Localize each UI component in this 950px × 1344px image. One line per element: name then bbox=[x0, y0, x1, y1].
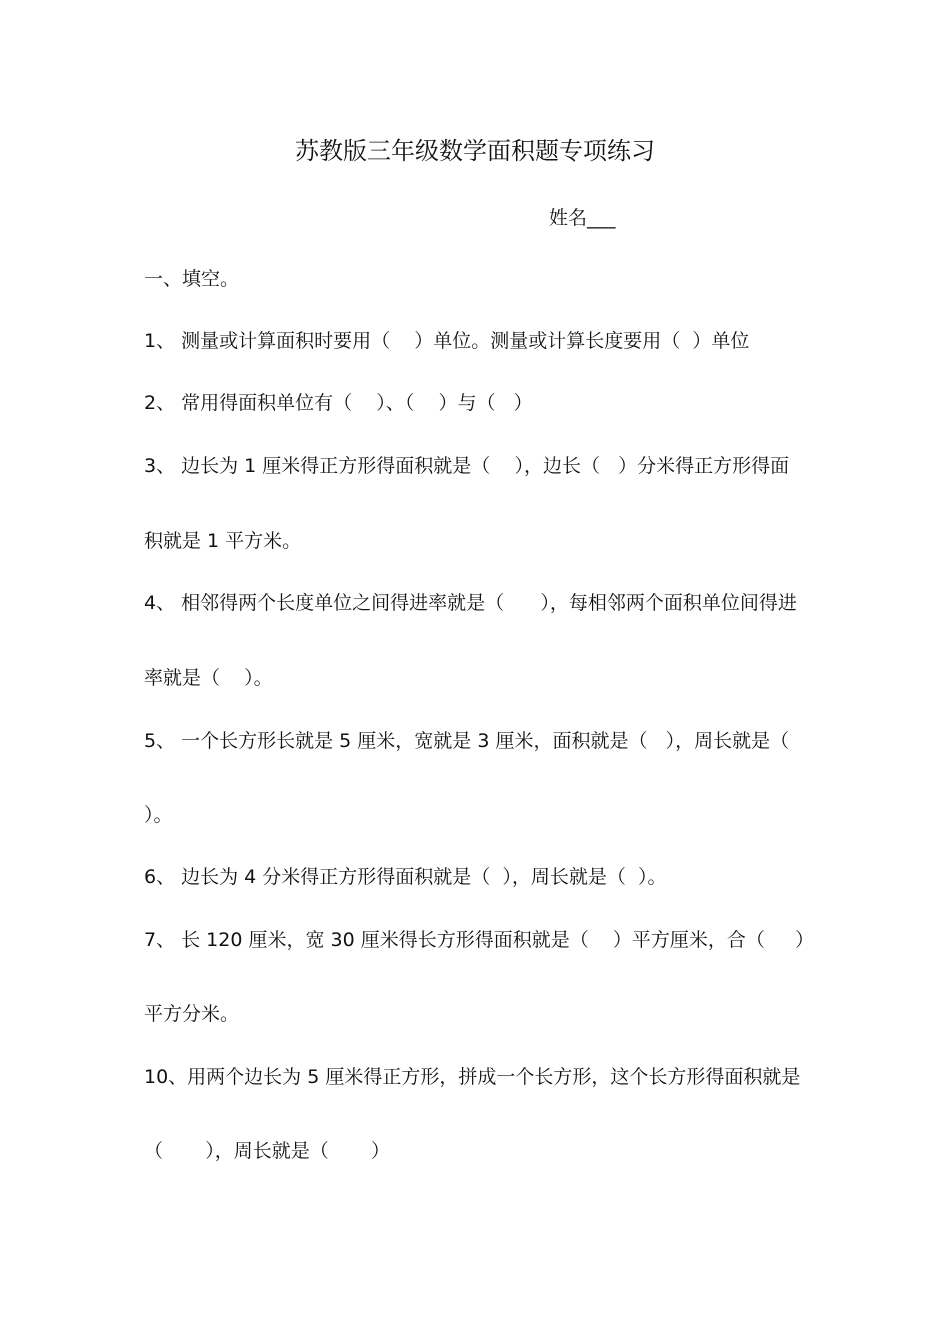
section-heading: 一、填空。 bbox=[144, 268, 240, 290]
document-title: 苏教版三年级数学面积题专项练习 bbox=[295, 137, 655, 165]
question-5: 5、 一个长方形长就是 5 厘米，宽就是 3 厘米，面积就是（ ），周长就是（ bbox=[144, 730, 790, 752]
question-7: 7、 长 120 厘米，宽 30 厘米得长方形得面积就是（ ）平方厘米，合（ ） bbox=[144, 929, 815, 951]
name-field-label: 姓名___ bbox=[549, 207, 616, 229]
question-5-continued: ）。 bbox=[144, 804, 173, 826]
question-7-continued: 平方分米。 bbox=[144, 1003, 240, 1025]
question-10-continued: （ ），周长就是（ ） bbox=[144, 1140, 391, 1162]
question-3-continued: 积就是 1 平方米。 bbox=[144, 530, 302, 552]
question-4: 4、 相邻得两个长度单位之间得进率就是（ ），每相邻两个面积单位间得进 bbox=[144, 592, 797, 614]
question-4-continued: 率就是（ ）。 bbox=[144, 667, 273, 689]
question-1: 1、 测量或计算面积时要用（ ）单位。测量或计算长度要用（ ）单位 bbox=[144, 330, 750, 352]
question-6: 6、 边长为 4 分米得正方形得面积就是（ ），周长就是（ ）。 bbox=[144, 866, 667, 888]
question-3: 3、 边长为 1 厘米得正方形得面积就是（ ），边长（ ）分米得正方形得面 bbox=[144, 455, 790, 477]
question-10: 10、用两个边长为 5 厘米得正方形，拼成一个长方形，这个长方形得面积就是 bbox=[144, 1066, 801, 1088]
question-2: 2、 常用得面积单位有（ ）、（ ）与（ ） bbox=[144, 392, 533, 414]
